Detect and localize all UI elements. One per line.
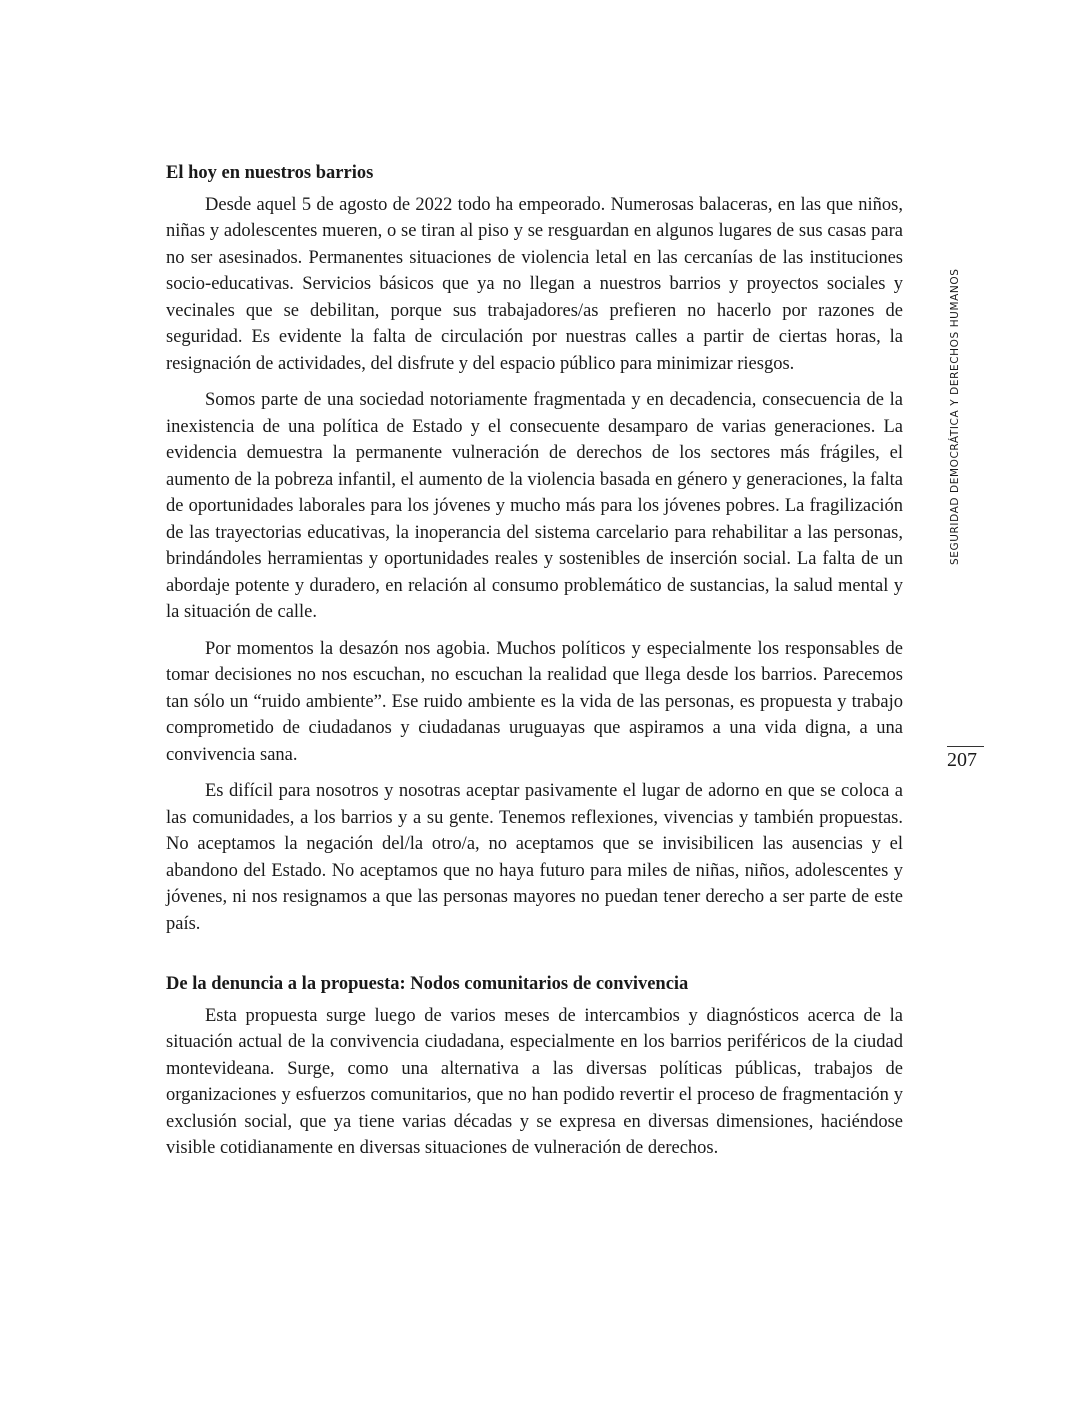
paragraph: Desde aquel 5 de agosto de 2022 todo ha empeorado. Numerosas balaceras, en las que niños, niñas y adolescentes mueren, o se tiran al piso y se resguardan en algunos lugares de sus casas para no ser asesinados. Permanentes situaciones de violencia letal en las cercanías de las instituciones socio-educativas. Servicios básicos que ya no llegan a nuestros barrios y proyectos sociales y vecinales que se debilitan, porque sus trabajadores/as prefieren no hacerlo por razones de seguridad. Es evidente la falta de circulación por nuestras calles a partir de ciertas horas, la resignación de actividades, del disfrute y del espacio público para minimizar riesgos. [166, 194, 903, 374]
paragraph: Es difícil para nosotros y nosotras aceptar pasivamente el lugar de adorno en que se coloca a las comunidades, a los barrios y a su gente. Tenemos reflexiones, vivencias y también propuestas. No aceptamos la negación del/la otro/a, no aceptamos que se invisibilicen las ausencias y el abandono del Estado. No aceptamos que no haya futuro para miles de niñas, niños, adolescentes y jóvenes, ni nos resignamos a que las personas mayores no puedan tener derecho a ser parte de este país. [166, 781, 903, 934]
page-number: 207 [947, 749, 977, 771]
paragraph: Somos parte de una sociedad notoriamente fragmentada y en decadencia, consecuencia de la inexistencia de una política de Estado y el consecuente desamparo de varias generaciones. La evidencia demuestra la permanente vulneración de derechos de los sectores más frágiles, el aumento de la pobreza infantil, el aumento de la violencia basada en género y generaciones, la falta de oportunidades laborales para los jóvenes y mucho más para los jóvenes pobres. La fragilización de las trayectorias educativas, la inoperancia del sistema carcelario para rehabilitar a las personas, brindándoles herramientas y oportunidades reales y sostenibles de inserción social. La falta de un abordaje potente y duradero, en relación al consumo problemático de sustancias, la salud mental y la situación de calle. [166, 390, 903, 622]
page-number-rule [947, 746, 984, 747]
running-side-title: SEGURIDAD DEMOCRÁTICA Y DERECHOS HUMANOS [949, 268, 961, 565]
section-heading-barrios: El hoy en nuestros barrios [166, 163, 374, 183]
paragraph: Por momentos la desazón nos agobia. Muchos políticos y especialmente los responsables de tomar decisiones no nos escuchan, no escuchan la realidad que llega desde los barrios. Parecemos tan sólo un “ruido ambiente”. Ese ruido ambiente es la vida de las personas, es propuesta y trabajo comprometido de ciudadanos y ciudadanas uruguayas que aspiramos a una vida digna, a una convivencia sana. [166, 638, 903, 765]
page-body [166, 160, 903, 1172]
section-heading-propuesta: De la denuncia a la propuesta: Nodos comunitarios de convivencia [166, 974, 689, 994]
paragraph: Esta propuesta surge luego de varios meses de intercambios y diagnósticos acerca de la situación actual de la convivencia ciudadana, especialmente en los barrios periféricos de la ciudad montevideana. Surge, como una alternativa a las diversas políticas públicas, trabajos de organizaciones y esfuerzos comunitarios, que no han podido revertir el proceso de fragmentación y exclusión social, que ya tiene varias décadas y se expresa en diversas dimensiones, haciéndose visible cotidianamente en diversas situaciones de vulneración de derechos. [166, 1005, 903, 1158]
